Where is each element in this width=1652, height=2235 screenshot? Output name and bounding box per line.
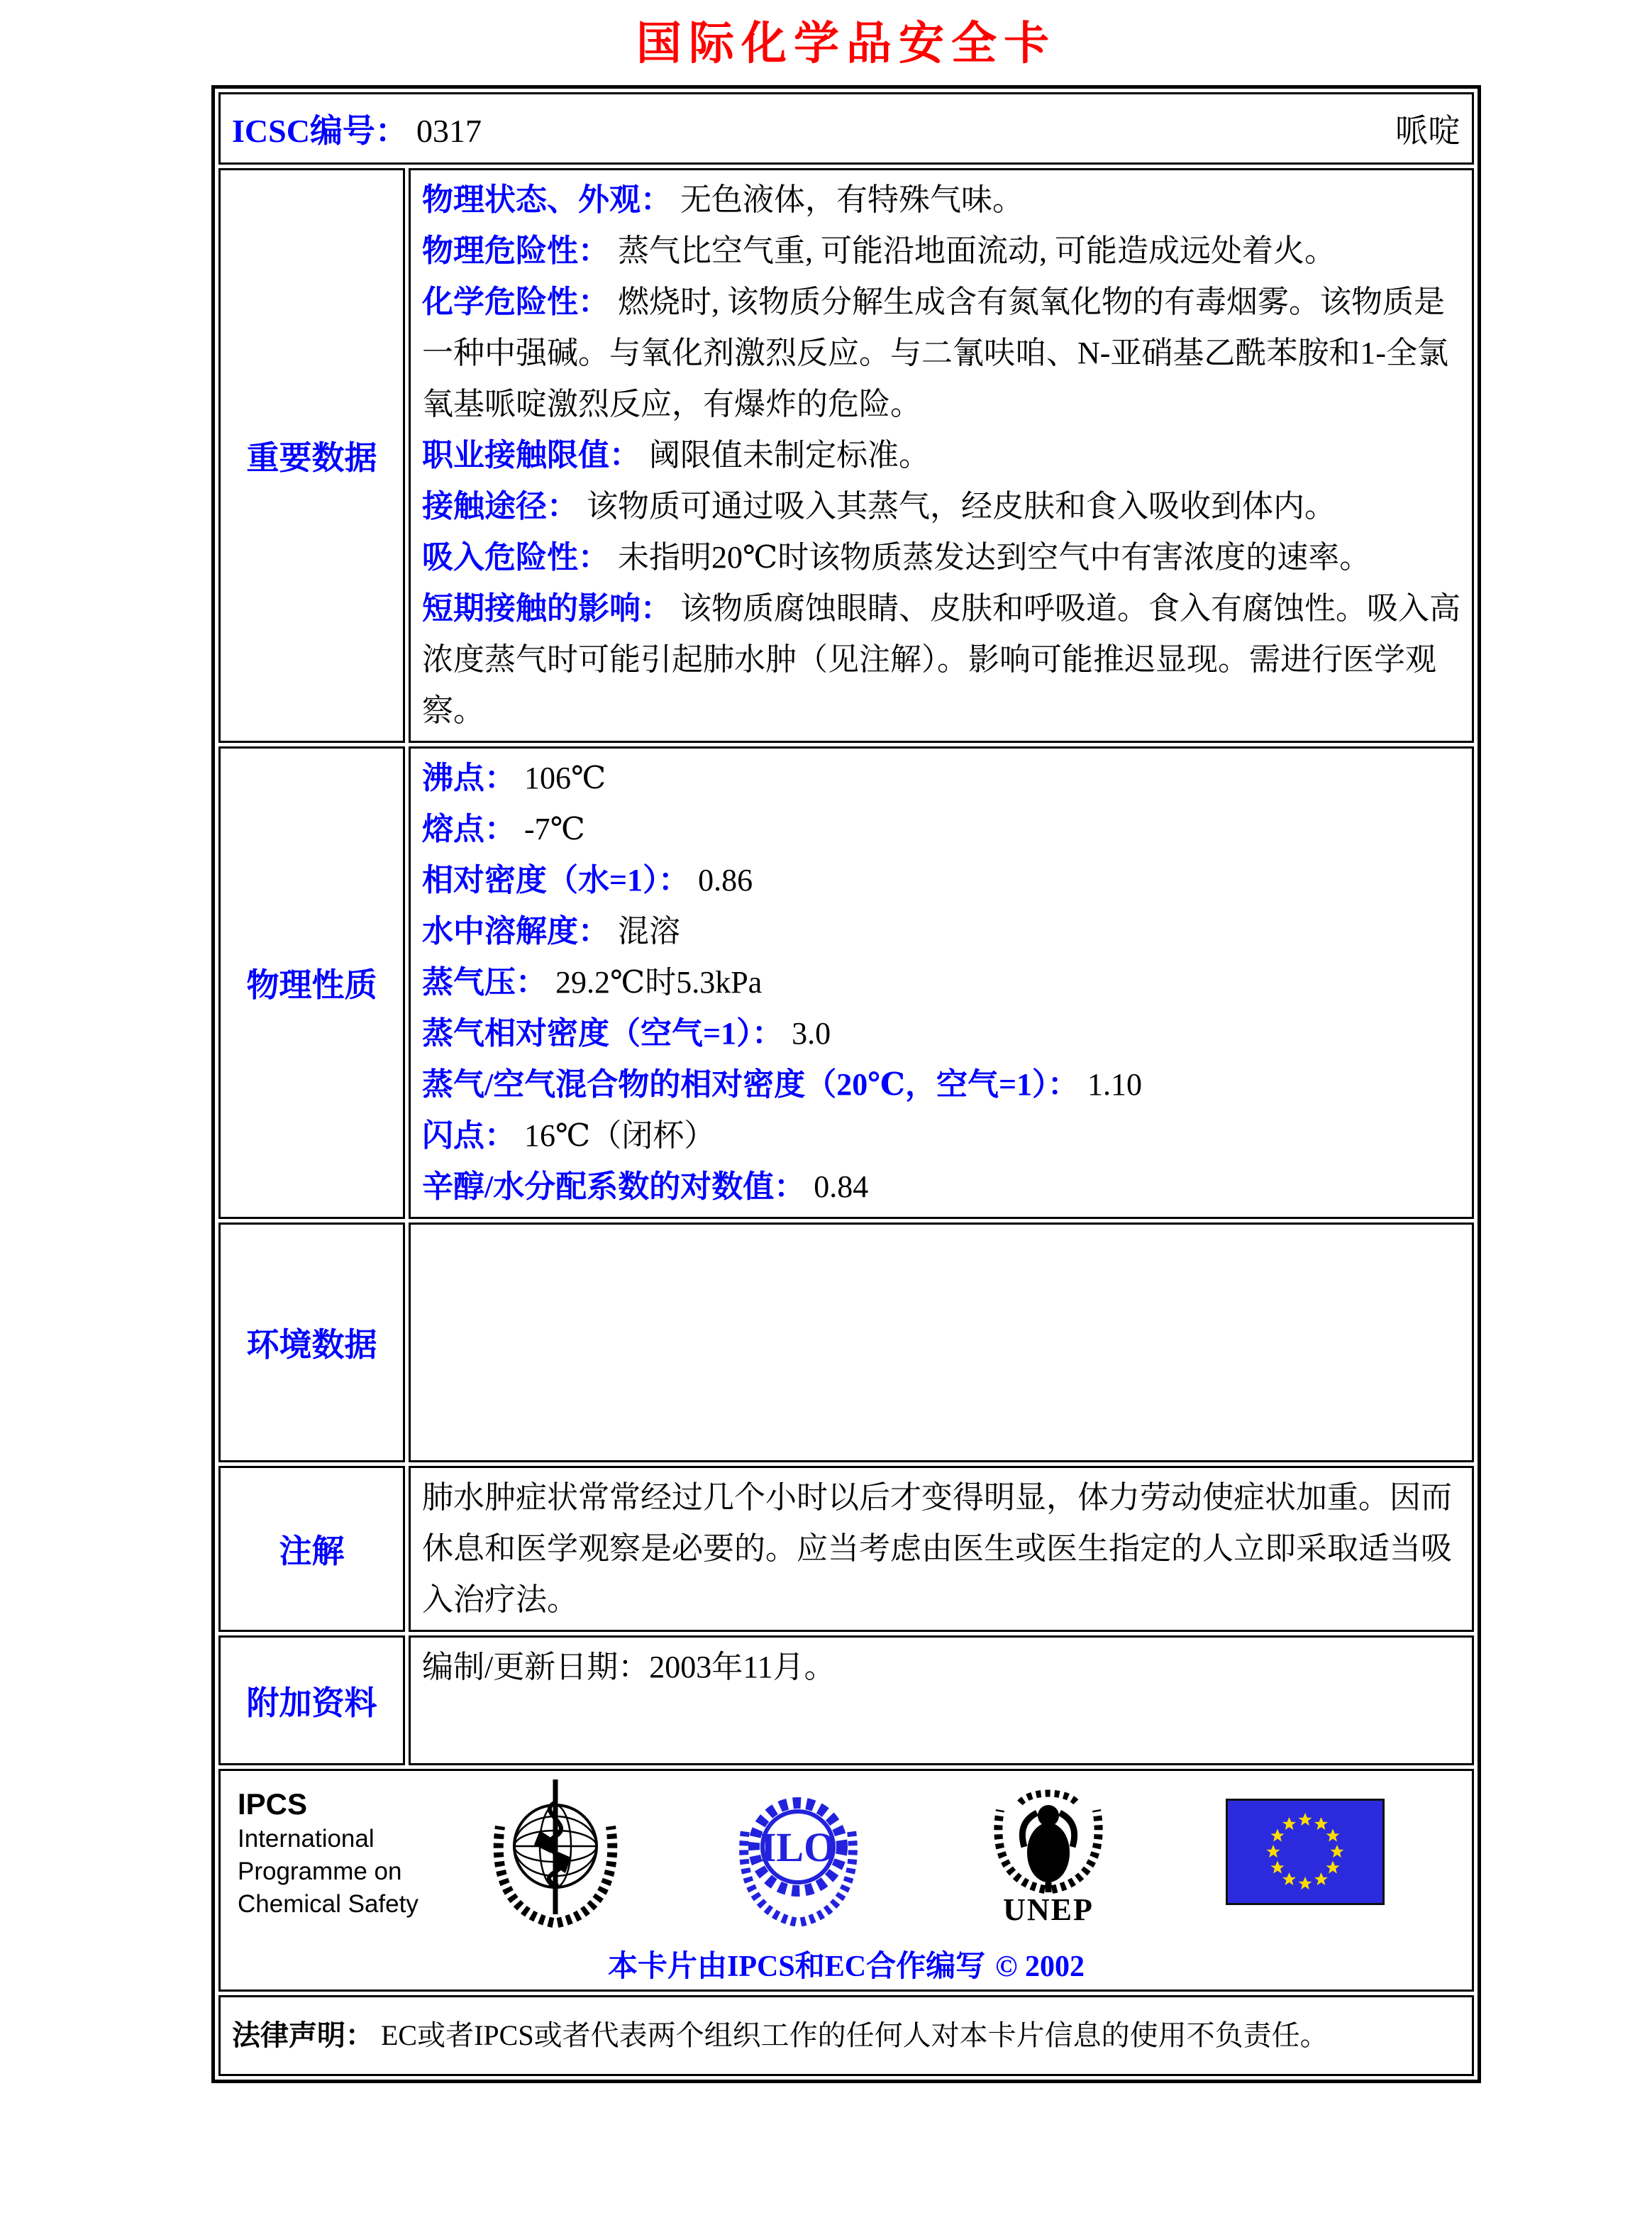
data-item-label: 吸入危险性： bbox=[422, 540, 609, 575]
icsc-number-group bbox=[232, 105, 482, 152]
property-item bbox=[422, 1110, 1460, 1161]
header-cell bbox=[218, 92, 1474, 165]
ilo-logo-icon bbox=[733, 1777, 864, 1930]
property-item-label: 蒸气压： bbox=[422, 965, 547, 1000]
data-item-value: 阈限值未制定标准。 bbox=[649, 438, 930, 473]
physical-properties-list bbox=[422, 753, 1460, 1213]
data-item-value: 未指明20℃时该物质蒸发达到空气中有害浓度的速率。 bbox=[618, 540, 1371, 575]
physical-properties-content bbox=[409, 746, 1474, 1219]
ipcs-line-3: Chemical Safety bbox=[238, 1890, 418, 1918]
property-item-value: 106℃ bbox=[524, 761, 606, 795]
property-item bbox=[422, 804, 1460, 855]
data-item-label: 职业接触限值： bbox=[422, 438, 641, 473]
ipcs-acronym: IPCS bbox=[238, 1787, 308, 1821]
property-item-label: 水中溶解度： bbox=[422, 914, 609, 949]
credit-line bbox=[232, 1943, 1460, 1985]
data-item-value: 该物质腐蚀眼睛、皮肤和呼吸道。食入有腐蚀性。吸入高浓度蒸气时可能引起肺水肿（见注解）。影响可能推迟显现。需进行医学观察。 bbox=[422, 591, 1460, 728]
icsc-card-table bbox=[211, 85, 1481, 2083]
legal-label: 法律声明： bbox=[232, 2019, 374, 2051]
data-item-label: 接触途径： bbox=[422, 489, 578, 524]
who-logo-icon bbox=[484, 1775, 626, 1931]
eu-flag-icon bbox=[1226, 1799, 1385, 1909]
additional-info-content: 编制/更新日期：2003年11月。 bbox=[409, 1635, 1474, 1765]
data-item bbox=[422, 583, 1460, 736]
row-label-notes: 注解 bbox=[218, 1466, 405, 1632]
property-item bbox=[422, 1059, 1460, 1110]
row-physical-properties bbox=[218, 746, 1474, 1219]
page-title: 国际化学品安全卡 bbox=[636, 18, 1056, 69]
property-item-label: 相对密度（水=1）： bbox=[422, 863, 690, 898]
data-item-label: 化学危险性： bbox=[422, 285, 609, 319]
data-item-value: 燃烧时, 该物质分解生成含有氮氧化物的有毒烟雾。该物质是一种中强碱。与氧化剂激烈反应。与二氰呋咱、N-亚硝基乙酰苯胺和1-全氯氧基哌啶激烈反应，有爆炸的危险。 bbox=[422, 285, 1449, 421]
legal-text: EC或者IPCS或者代表两个组织工作的任何人对本卡片信息的使用不负责任。 bbox=[381, 2019, 1329, 2051]
property-item bbox=[422, 1161, 1460, 1213]
property-item-label: 辛醇/水分配系数的对数值： bbox=[422, 1169, 806, 1204]
logos-cell bbox=[218, 1769, 1474, 1992]
property-item-value: 0.86 bbox=[698, 863, 753, 898]
data-item-value: 蒸气比空气重, 可能沿地面流动, 可能造成远处着火。 bbox=[618, 233, 1336, 268]
property-item bbox=[422, 1008, 1460, 1059]
chemical-name: 哌啶 bbox=[1395, 113, 1460, 149]
row-legal bbox=[218, 1995, 1474, 2076]
property-item-label: 闪点： bbox=[422, 1118, 516, 1153]
unep-logo-text: UNEP bbox=[1003, 1892, 1094, 1927]
property-item-value: 0.84 bbox=[814, 1169, 869, 1204]
ipcs-line-1: International bbox=[238, 1825, 375, 1853]
data-item-value: 该物质可通过吸入其蒸气，经皮肤和食入吸收到体内。 bbox=[587, 489, 1336, 524]
data-item bbox=[422, 175, 1460, 226]
svg-text:ILO: ILO bbox=[760, 1823, 836, 1870]
header-row bbox=[218, 92, 1474, 165]
row-label-important-data: 重要数据 bbox=[218, 168, 405, 743]
property-item-value: 16℃（闭杯） bbox=[524, 1118, 716, 1153]
data-item bbox=[422, 226, 1460, 277]
property-item-label: 蒸气/空气混合物的相对密度（20℃，空气=1）： bbox=[422, 1067, 1080, 1102]
data-item-label: 短期接触的影响： bbox=[422, 591, 672, 626]
property-item-value: 1.10 bbox=[1087, 1067, 1143, 1102]
data-item-value: 无色液体，有特殊气味。 bbox=[680, 182, 1024, 217]
property-item bbox=[422, 906, 1460, 957]
legal-cell bbox=[218, 1995, 1474, 2076]
property-item-value: -7℃ bbox=[524, 812, 585, 846]
row-label-environmental-data: 环境数据 bbox=[218, 1223, 405, 1462]
important-data-list bbox=[422, 175, 1460, 736]
property-item-label: 蒸气相对密度（空气=1）： bbox=[422, 1016, 784, 1051]
data-item-label: 物理危险性： bbox=[422, 233, 609, 268]
data-item bbox=[422, 481, 1460, 532]
property-item-label: 沸点： bbox=[422, 761, 516, 795]
property-item-value: 3.0 bbox=[792, 1016, 831, 1051]
credit-copyright: © 2002 bbox=[995, 1950, 1085, 1983]
property-item-value: 29.2℃时5.3kPa bbox=[555, 965, 763, 1000]
row-additional-info bbox=[218, 1635, 1474, 1765]
property-item-value: 混溶 bbox=[618, 914, 680, 949]
unep-logo-icon bbox=[977, 1782, 1119, 1926]
data-item bbox=[422, 277, 1460, 430]
icsc-number-value: 0317 bbox=[416, 113, 482, 149]
data-item bbox=[422, 532, 1460, 583]
credit-text: 本卡片由IPCS和EC合作编写 bbox=[608, 1950, 986, 1983]
ipcs-line-2: Programme on bbox=[238, 1858, 402, 1885]
row-logos bbox=[218, 1769, 1474, 1992]
notes-content: 肺水肿症状常常经过几个小时以后才变得明显，体力劳动使症状加重。因而休息和医学观察是必要的。应当考虑由医生或医生指定的人立即采取适当吸入治疗法。 bbox=[409, 1466, 1474, 1632]
data-item-label: 物理状态、外观： bbox=[422, 182, 672, 217]
data-item bbox=[422, 430, 1460, 481]
important-data-content bbox=[409, 168, 1474, 743]
property-item-label: 熔点： bbox=[422, 812, 516, 846]
row-label-physical-properties: 物理性质 bbox=[218, 746, 405, 1219]
row-label-additional-info: 附加资料 bbox=[218, 1635, 405, 1765]
property-item bbox=[422, 957, 1460, 1008]
row-notes bbox=[218, 1466, 1474, 1632]
property-item bbox=[422, 753, 1460, 804]
icsc-number-label: ICSC编号： bbox=[232, 113, 408, 149]
row-environmental-data bbox=[218, 1223, 1474, 1462]
ipcs-text-block bbox=[238, 1786, 472, 1921]
property-item bbox=[422, 855, 1460, 906]
row-important-data bbox=[218, 168, 1474, 743]
environmental-data-content bbox=[409, 1223, 1474, 1462]
